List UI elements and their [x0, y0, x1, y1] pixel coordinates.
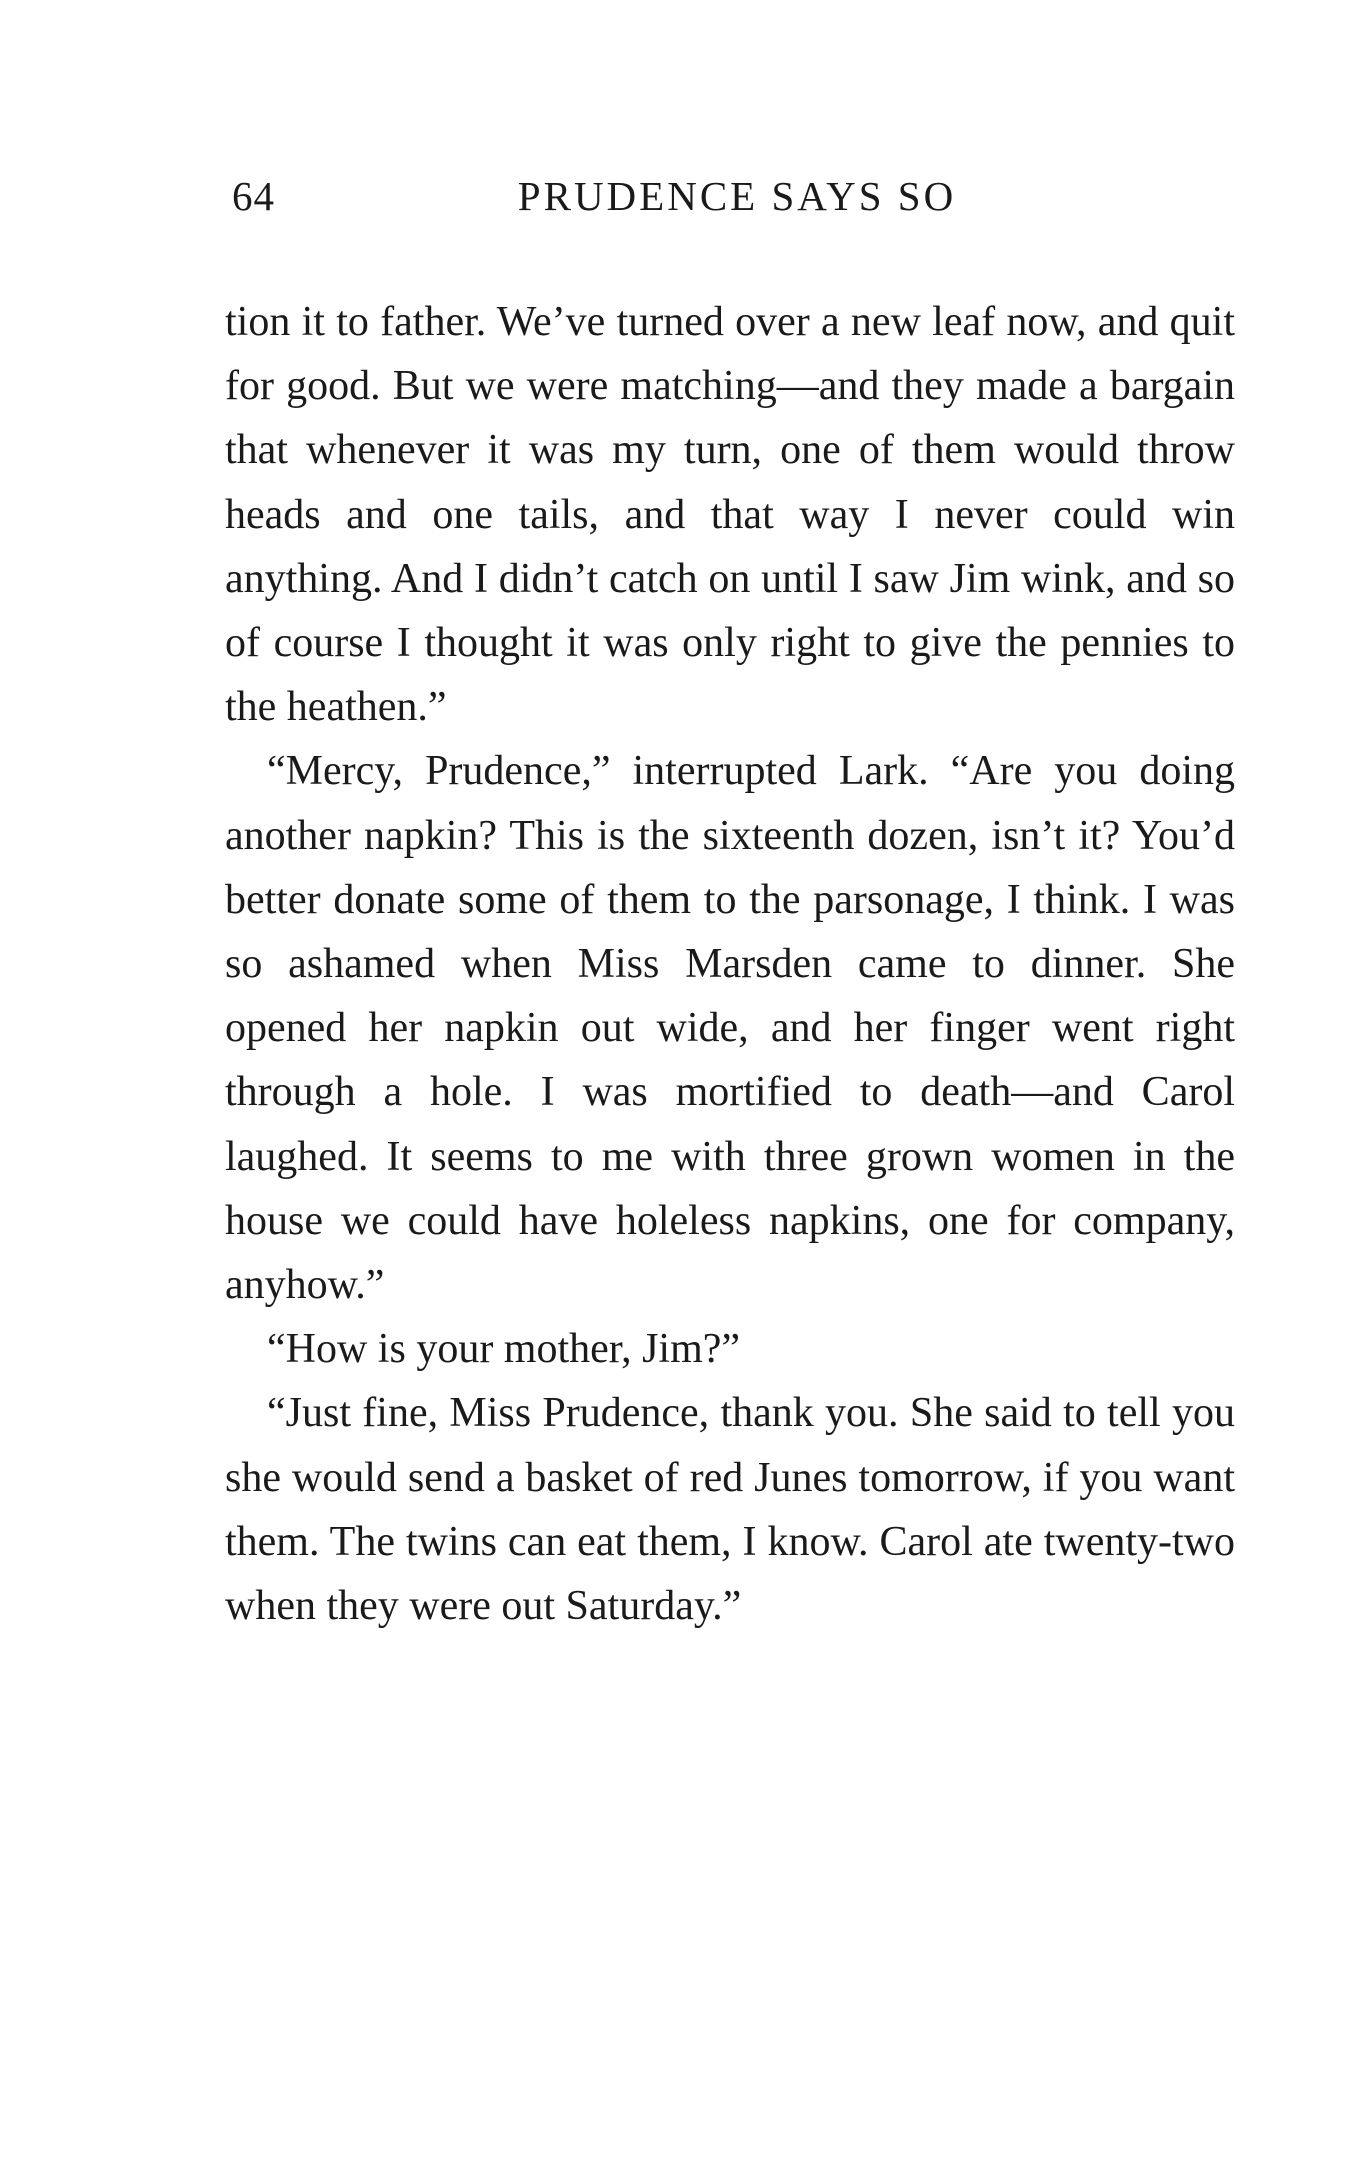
- paragraph-question: “How is your mother, Jim?”: [267, 1326, 741, 1373]
- body-text: [225, 290, 1235, 1638]
- running-title: PRUDENCE SAYS SO: [517, 173, 957, 219]
- paragraph-continuation: tion it to father. We’ve turned over a new leaf now, and quit for good. But we were matching—and they made a bargain that whenever it was my turn, one of them would throw heads and one tails, and that way I never could win anything. And I didn’t catch on until I saw Jim wink, and so of course I thought it was only right to give the pennies to the heathen.”: [225, 299, 1235, 731]
- page-number: 64: [232, 173, 275, 219]
- paragraph-lark-dialogue: “Mercy, Prudence,” interrupted Lark. “Are you doing another napkin? This is the sixteenth dozen, isn’t it? You’d better donate some of them to the parsonage, I think. I was so ashamed when Miss Marsden came to dinner. She opened her napkin out wide, and her finger went right through a hole. I was mortified to death—and Carol laughed. It seems to me with three grown women in the house we could have holeless napkins, one for company, anyhow.”: [225, 748, 1235, 1309]
- page-header: [232, 172, 1242, 232]
- paragraph-jim-reply: “Just fine, Miss Prudence, thank you. She said to tell you she would send a basket of red Junes tomorrow, if you want them. The twins can eat them, I know. Carol ate twenty-two when they were out Saturday.”: [225, 1390, 1235, 1630]
